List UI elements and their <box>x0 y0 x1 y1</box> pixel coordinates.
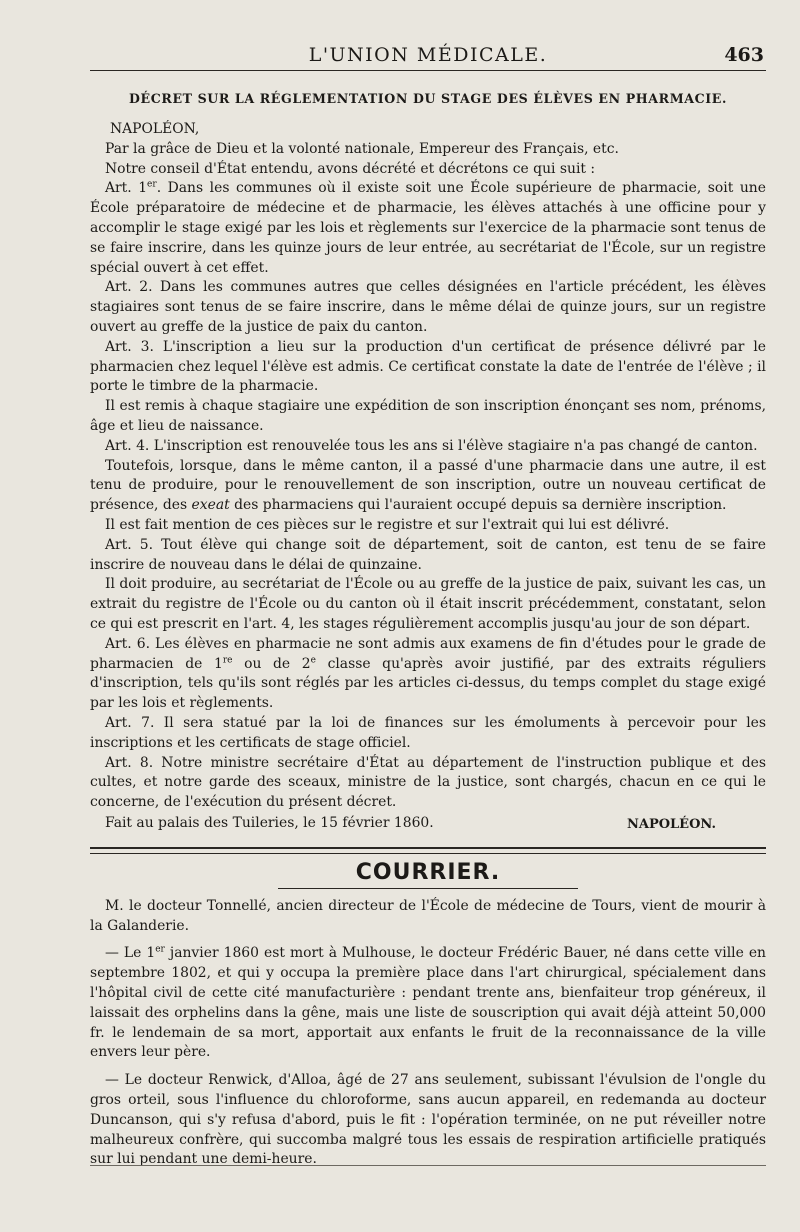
courrier-heading: COURRIER. <box>355 859 501 885</box>
article-text: . Dans les communes où il existe soit une École supérieure de pharmacie, soit une École préparatoire de médecine et de pharmacie, les élèves attachés à une officine pour y accomplir le stage exigé par les lois et règlements sur l'exercice de la pharmacie sont tenus de se faire inscrire, dans les quinze jours de leur entrée, au secrétariat de l'École, sur un registre spécial ouvert à cet effet. <box>90 180 766 276</box>
news-item <box>90 944 766 1063</box>
emperor-name: NAPOLÉON, <box>110 121 200 137</box>
running-header <box>90 40 766 71</box>
news-item: M. le docteur Tonnellé, ancien directeur de l'École de médecine de Tours, vient de mourir à la Galanderie. <box>90 897 766 934</box>
article-2: Art. 2. Dans les communes autres que celles désignées en l'article précédent, les élèves stagiaires sont tenus de se faire inscrire, dans le même délai de quinze jours, sur un registre ouvert au greffe de la justice de paix du canton. <box>90 279 766 335</box>
decree-closing <box>90 813 766 835</box>
article-4-continued <box>90 457 766 516</box>
courrier-section <box>90 897 766 1170</box>
article-text: ou de 2 <box>232 655 311 672</box>
article-8: Art. 8. Notre ministre secrétaire d'État au département de l'instruction publique et des cultes, et notre garde des sceaux, ministre de la justice, sont chargés, chacun en ce qui le concerne, de l'exécution du présent décret. <box>90 754 766 811</box>
superscript: er <box>147 179 157 190</box>
article-text: Art. 6. Les élèves en pharmacie ne sont admis aux examens de fin d'études pour le grade de pharmacien de 1 <box>90 635 766 672</box>
article-4: Art. 4. L'inscription est renouvelée tous les ans si l'élève stagiaire n'a pas changé de canton. <box>105 437 758 454</box>
news-text: janvier 1860 est mort à Mulhouse, le docteur Frédéric Bauer, né dans cette ville en septembre 1802, et qui y occupa la première place dans l'art chirurgical, spécialement dans l'hôpital civil de cette cité manufacturière : pendant trente ans, bienfaiteur trop généreux, il laissait des orphelins dans la gêne, mais une liste de souscription qui avait déjà atteint 50,000 fr. le lendemain de sa mort, apportait aux enfants le fruit de la reconnaissance de la ville envers leur père. <box>90 945 766 1061</box>
article-1 <box>90 179 766 278</box>
italic-term: exeat <box>191 497 230 514</box>
decree-title: DÉCRET SUR LA RÉGLEMENTATION DU STAGE DES ÉLÈVES EN PHARMACIE. <box>129 91 727 106</box>
journal-title: L'UNION MÉDICALE. <box>308 44 548 66</box>
article-text: Toutefois, lorsque, dans le même canton, il a passé d'une pharmacie dans une autre, il est tenu de produire, pour le renouvellement de son inscription, outre un nouveau certificat de présence, des <box>90 457 766 514</box>
closing-text: Fait au palais des Tuileries, le 15 février 1860. <box>105 814 434 831</box>
superscript: re <box>222 654 233 665</box>
section-title <box>90 860 766 889</box>
superscript: er <box>155 944 165 955</box>
page-number: 463 <box>724 44 764 66</box>
article-5: Art. 5. Tout élève qui change soit de département, soit de canton, est tenu de se faire inscrire de nouveau dans le délai de quinzaine. <box>90 536 766 573</box>
article-text: des pharmaciens qui l'auraient occupé depuis sa dernière inscription. <box>229 497 727 514</box>
section-divider <box>90 847 766 854</box>
article-4-continued: Il est fait mention de ces pièces sur le registre et sur l'extrait qui lui est délivré. <box>105 516 670 533</box>
news-item: — Le docteur Renwick, d'Alloa, âgé de 27 ans seulement, subissant l'évulsion de l'ongle du gros orteil, sous l'influence du chloroforme, sans aucun appareil, en redemanda au docteur Duncanson, qui s'y refusa d'abord, puis le fit : l'opération terminée, on ne put réveiller notre malheureux confrère, qui succomba malgré tous les essais de respiration artificielle pratiqués sur lui pendant une demi-heure. <box>90 1072 766 1168</box>
superscript: e <box>310 654 316 665</box>
article-3-continued: Il est remis à chaque stagiaire une expédition de son inscription énonçant ses nom, prénoms, âge et lieu de naissance. <box>90 398 766 434</box>
news-text: — Le 1 <box>105 945 156 962</box>
article-5-continued: Il doit produire, au secrétariat de l'École ou au greffe de la justice de paix, suivant les cas, un extrait du registre de l'École ou du canton où il était inscrit précédemment, constatant, selon ce qui est prescrit en l'art. 4, les stages régulièrement accomplis jusqu'au jour de son départ. <box>90 576 766 632</box>
article-3: Art. 3. L'inscription a lieu sur la production d'un certificat de présence délivré par le pharmacien chez lequel l'élève est admis. Ce certificat constate la date de l'entrée de l'élève ; il porte le timbre de la pharmacie. <box>90 338 766 395</box>
preamble-paragraph: Par la grâce de Dieu et la volonté nationale, Empereur des Français, etc. <box>105 140 619 157</box>
article-label: Art. 1 <box>105 180 148 197</box>
signature: NAPOLÉON. <box>626 816 716 832</box>
article-7: Art. 7. Il sera statué par la loi de finances sur les émoluments à percevoir pour les inscriptions et les certificats de stage officiel. <box>90 714 766 751</box>
article-6 <box>90 635 766 714</box>
article-text: classe qu'après avoir justifié, par des extraits réguliers d'inscription, tels qu'ils sont réglés par les articles ci-dessus, du temps complet du stage exigé par les lois et règlements. <box>90 655 766 712</box>
title-underline <box>278 888 578 889</box>
footer-rule <box>90 1165 766 1166</box>
preamble-paragraph: Notre conseil d'État entendu, avons décrété et décrétons ce qui suit : <box>105 160 596 177</box>
